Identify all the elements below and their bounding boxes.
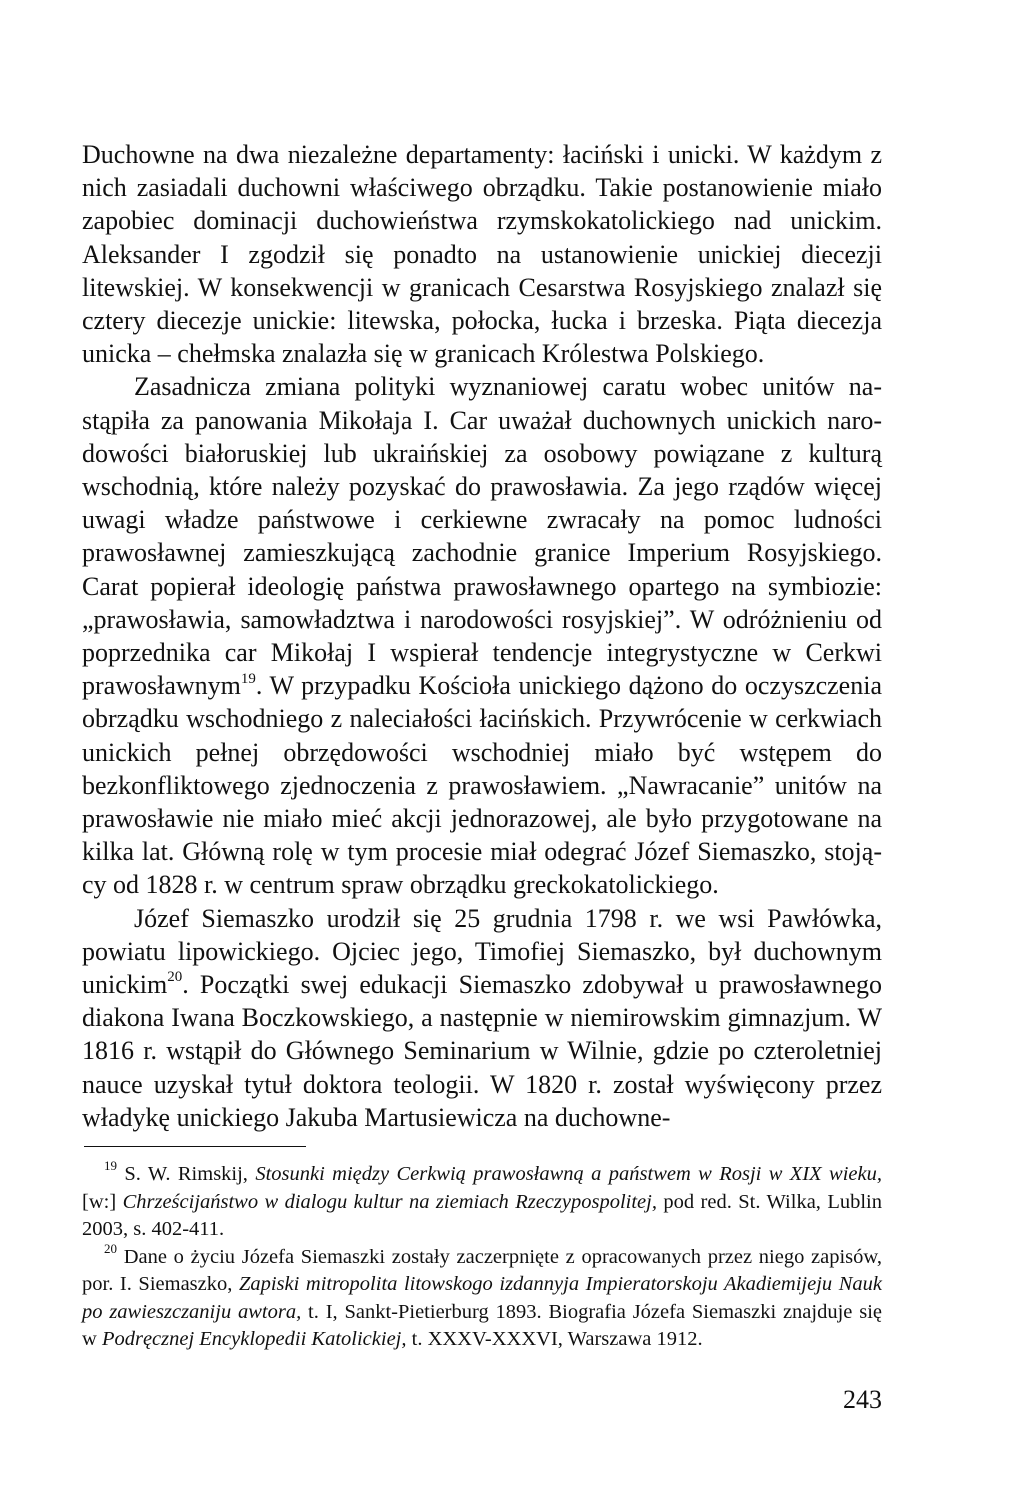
- footnote-19-title: Stosunki między Cerkwią prawosławną a państwem w Rosji w XIX wieku,: [255, 1163, 882, 1186]
- footnote-19-text-a: S. W. Rimskij,: [117, 1163, 256, 1186]
- footnote-ref-19: 19: [240, 670, 256, 687]
- footnote-20-text-b: t. I, Sankt-Pietierburg 1893. Biografia Józefa Siemaszki znajduje się w: [82, 1300, 882, 1351]
- paragraph-2: [82, 370, 882, 901]
- page-content: [82, 138, 882, 1354]
- footnote-divider: [84, 1146, 306, 1147]
- paragraph-3-text-a: Józef Siemaszko urodził się 25 grudnia 1798 r. we wsi Pawłówka, powiatu lipowickiego. Ojciec jego, Timofiej Siemaszko, był duchownym unickim: [82, 903, 882, 1000]
- footnote-19-text-c: pod red. St. Wilka, Lublin 2003, s. 402-411.: [82, 1190, 882, 1241]
- paragraph-1: [82, 138, 882, 370]
- footnote-19-number: 19: [104, 1158, 117, 1174]
- paragraph-3: [82, 902, 882, 1134]
- footnotes: [82, 1158, 882, 1354]
- footnote-20-number: 20: [104, 1240, 117, 1256]
- footnote-20-title: Zapiski mitropolita litowskogo izdannyja Impieratorskoju Akadiemijeju Nauk po zawieszczaniju awtora,: [82, 1273, 882, 1323]
- footnote-20: [82, 1240, 882, 1354]
- paragraph-3-text-b: . Początki swej edukacji Siemaszko zdobywał u prawosławnego diakona Iwana Boczkowskiego, a następnie w niemirowskim gimnazjum. W 1816 r. wstąpił do Głównego Seminarium w Wilnie, gdzie po czteroletniej nauce uzyskał tytuł doktora teologii. W 1820 r. został wyświęcony przez władykę unickiego Jakuba Martusiewicza na duchowne-: [82, 970, 882, 1132]
- footnote-19-text-b: [w:]: [82, 1190, 123, 1213]
- footnote-20-text-c: t. XXXV-XXXVI, Warszawa 1912.: [406, 1328, 703, 1351]
- footnote-19: [82, 1158, 882, 1244]
- paragraph-1-text: Duchowne na dwa niezależne departamenty: łaciński i unicki. W każdym z nich zasiadali duchowni właściwego obrządku. Takie postanowienie miało zapobiec dominacji duchowieństwa rzymskokatolickiego nad unickim. Aleksander I zgodził się ponadto na ustanowienie unickiej diecezji litewskiej. W konsekwencji w granicach Cesarstwa Rosyjskiego znalazł się cztery diecezje unickie: litewska, połocka, łucka i brzeska. Piąta diecezja unicka – chełmska znalazła się w granicach Królestwa Polskiego.: [82, 140, 882, 369]
- footnote-ref-20: 20: [167, 969, 183, 986]
- footnote-19-book-title: Chrześcijaństwo w dialogu kultur na ziemiach Rzeczypospolitej,: [122, 1190, 657, 1213]
- body-text: [82, 138, 882, 1134]
- page-number: 243: [843, 1385, 882, 1414]
- paragraph-2-text-a: Zasadnicza zmiana polityki wyznaniowej caratu wobec unitów nastąpiła za panowania Mikołaja I. Car uważał duchownych unickich narodowości białoruskiej lub ukraińskiej za osobowy powiązane z kulturą wschodnią, które należy pozyskać do prawosławia. Za jego rządów więcej uwagi władze państwowe i cerkiewne zwracały na pomoc ludności prawosławnej zamieszkującą zachodnie granice Imperium Rosyjskiego. Carat popierał ideologię państwa prawosławnego opartego na symbiozie: „prawosławia, samowładztwa i narodowości rosyjskiej”. W odróżnieniu od poprzednika car Mikołaj I wspierał tendencje integrystyczne w Cerkwi prawosławnym: [82, 372, 882, 701]
- footnote-20-text-a: Dane o życiu Józefa Siemaszki zostały zaczerpnięte z opracowanych przez niego zapisów, por. I. Siemaszko,: [82, 1245, 882, 1296]
- paragraph-2-text-b: . W przypadku Kościoła unickiego dążono do oczyszczenia obrządku wschodniego z naleciałości łacińskich. Przywrócenie w cerkwiach unickich pełnej obrzędowości wschodniej miało być wstępem do bezkonfliktowego zjednoczenia z prawosławiem. „Nawracanie” unitów na prawosławie nie miało mieć akcji jednorazowej, ale było przygotowane na kilka lat. Główną rolę w tym procesie miał odegrać Józef Siemaszko, stojący od 1828 r. w centrum spraw obrządku greckokatolickiego.: [82, 671, 882, 900]
- footnote-20-encyclopedia-title: Podręcznej Encyklopedii Katolickiej,: [101, 1328, 407, 1351]
